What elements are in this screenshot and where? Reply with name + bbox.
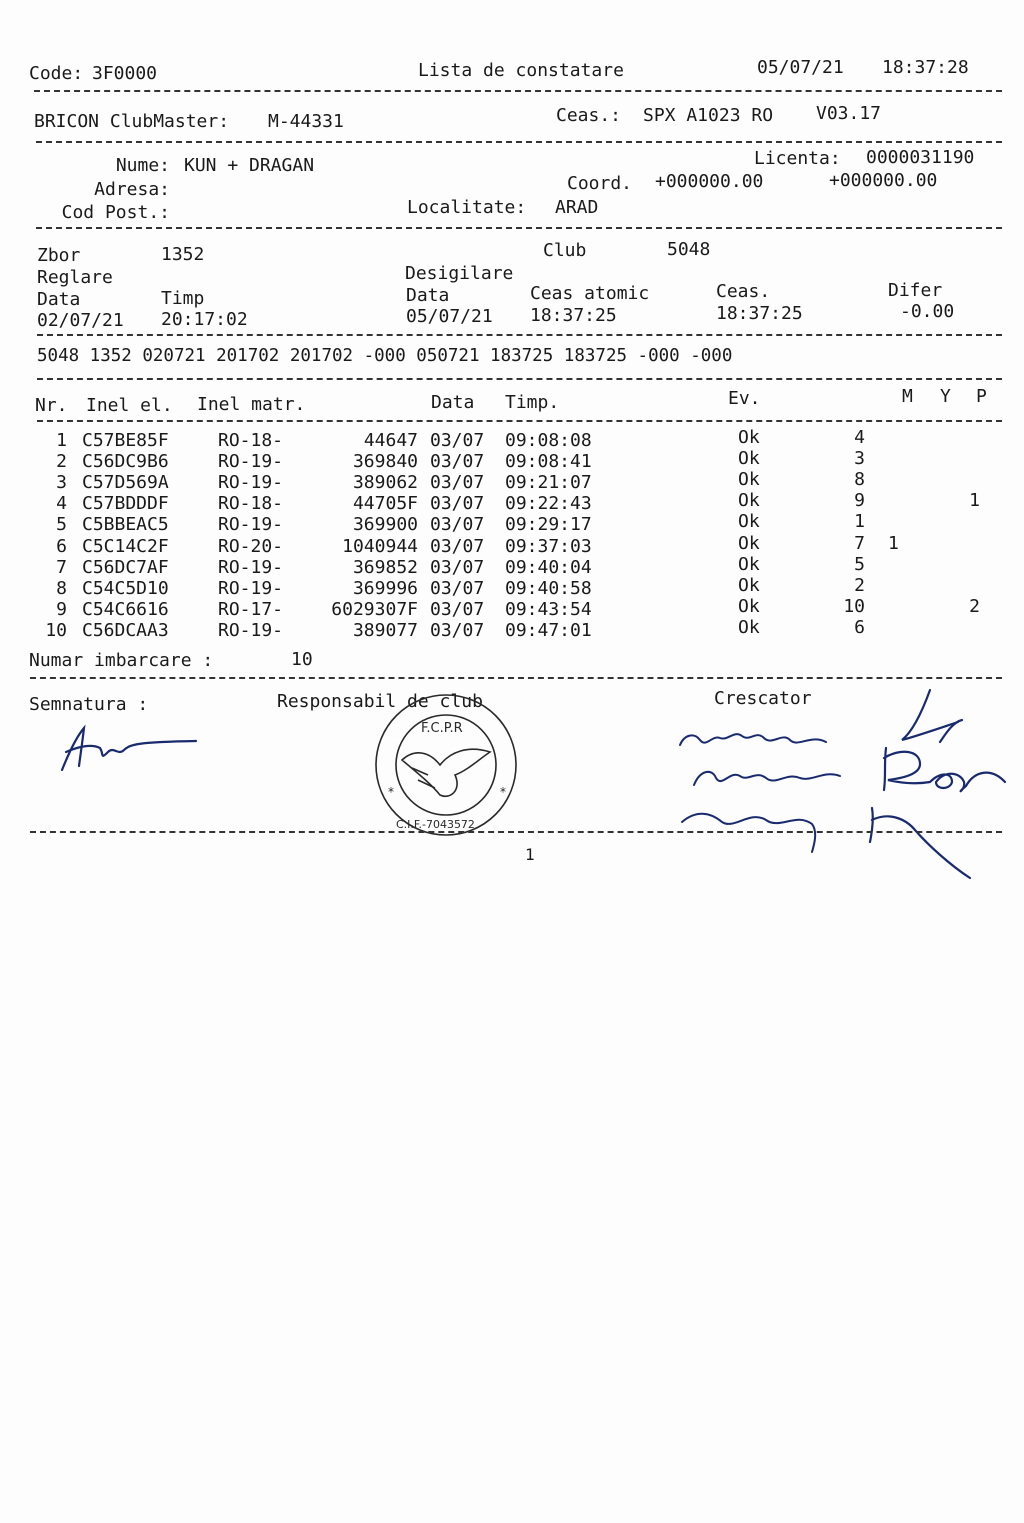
cell-num: 369900	[352, 514, 418, 536]
signature-right	[870, 690, 1005, 878]
cell-nr: 3	[56, 472, 67, 494]
name-value: KUN + DRAGAN	[184, 155, 315, 176]
cell-m: 3	[854, 448, 865, 470]
cell-m: 8	[854, 469, 865, 491]
col-inel-matr: Inel matr.	[197, 394, 306, 415]
ceas-atomic-label: Ceas atomic	[530, 283, 650, 304]
header-date: 05/07/21	[757, 57, 844, 78]
name-label: Nume:	[115, 155, 170, 176]
code-value: 3F0000	[92, 63, 158, 84]
cell-el: C56DC9B6	[82, 451, 169, 473]
version: V03.17	[816, 103, 882, 124]
coord-y: +000000.00	[829, 170, 938, 191]
desig-data-value: 05/07/21	[406, 306, 493, 327]
cell-m: 9	[854, 490, 865, 512]
reglare-timp-label: Timp	[161, 288, 205, 309]
cell-timp: 09:08:41	[505, 451, 592, 473]
header-time: 18:37:28	[882, 57, 969, 78]
col-y: Y	[940, 386, 951, 407]
zbor-value: 1352	[161, 244, 205, 265]
col-p: P	[976, 386, 987, 407]
cell-timp: 09:40:58	[505, 577, 592, 599]
cell-ev: Ok	[738, 448, 760, 470]
cell-data: 03/07	[430, 451, 485, 473]
cell-nr: 7	[56, 556, 67, 578]
club-value: 5048	[667, 239, 711, 260]
cell-timp: 09:43:54	[505, 598, 592, 620]
cell-m: 5	[854, 553, 865, 575]
cell-prefix: RO-19-	[218, 472, 284, 494]
cell-data: 03/07	[430, 430, 485, 451]
desig-data-label: Data	[406, 285, 450, 306]
cell-prefix: RO-18-	[218, 430, 284, 451]
cell-data: 03/07	[430, 577, 485, 599]
summary-line: 5048 1352 020721 201702 201702 -000 050721 183725 183725 -000 -000	[37, 346, 733, 366]
desigilare-label: Desigilare	[405, 263, 514, 284]
reglare-timp-value: 20:17:02	[161, 309, 248, 330]
cell-num: 1040944	[342, 535, 418, 557]
cell-data: 03/07	[430, 619, 485, 641]
stamp	[376, 695, 516, 835]
cell-data: 03/07	[430, 472, 485, 494]
cell-y: 1	[888, 532, 899, 554]
cell-num: 44647	[363, 430, 418, 451]
clubmaster-label: BRICON ClubMaster:	[34, 111, 230, 132]
imbarcare-label: Numar imbarcare :	[29, 650, 214, 671]
locality-label: Localitate:	[407, 197, 527, 218]
desig-atomic-value: 18:37:25	[530, 305, 617, 326]
responsabil-label: Responsabil de club	[277, 691, 483, 712]
imbarcare-value: 10	[291, 649, 313, 670]
cell-m: 1	[854, 511, 865, 533]
cell-prefix: RO-19-	[218, 514, 284, 536]
clubmaster-value: M-44331	[268, 111, 344, 132]
col-timp: Timp.	[505, 392, 560, 413]
postcode-label: Cod Post.:	[61, 202, 170, 223]
cell-el: C54C5D10	[82, 577, 169, 599]
ceas-label: Ceas.	[716, 281, 771, 302]
cell-el: C57D569A	[82, 472, 169, 494]
cell-data: 03/07	[430, 556, 485, 578]
cell-m: 10	[843, 595, 865, 617]
cell-ev: Ok	[738, 532, 760, 554]
crescator-label: Crescator	[714, 688, 812, 709]
address-label: Adresa:	[94, 179, 170, 200]
cell-m: 4	[854, 427, 865, 448]
reglare-label: Reglare	[37, 267, 113, 288]
cell-num: 369840	[352, 451, 418, 473]
locality-value: ARAD	[555, 197, 599, 218]
col-inel-el: Inel el.	[86, 395, 173, 416]
cell-timp: 09:37:03	[505, 535, 592, 557]
col-data: Data	[431, 392, 475, 413]
cell-ev: Ok	[738, 511, 760, 533]
svg-text:*: *	[500, 785, 506, 799]
cell-el: C5BBEAC5	[82, 514, 169, 536]
cell-ev: Ok	[738, 553, 760, 575]
cell-nr: 10	[45, 619, 67, 641]
club-label: Club	[543, 240, 587, 261]
cell-ev: Ok	[738, 427, 760, 448]
cell-timp: 09:08:08	[505, 430, 592, 451]
cell-el: C56DCAA3	[82, 619, 169, 641]
cell-nr: 8	[56, 577, 67, 599]
cell-nr: 2	[56, 451, 67, 473]
stamp-text-bottom: C.I.F.-7043572	[396, 818, 475, 831]
document-title: Lista de constatare	[418, 60, 624, 81]
cell-timp: 09:22:43	[505, 493, 592, 515]
cell-ev: Ok	[738, 616, 760, 638]
cell-el: C56DC7AF	[82, 556, 169, 578]
code-label: Code:	[29, 63, 84, 84]
coord-x: +000000.00	[655, 171, 764, 192]
cell-data: 03/07	[430, 493, 485, 515]
signature-left	[62, 728, 196, 770]
cell-timp: 09:21:07	[505, 472, 592, 494]
cell-el: C54C6616	[82, 598, 169, 620]
separator	[30, 831, 1002, 833]
cell-num: 44705F	[352, 493, 418, 515]
cell-el: C5C14C2F	[82, 535, 169, 557]
cell-num: 389077	[352, 619, 418, 641]
cell-prefix: RO-19-	[218, 619, 284, 641]
cell-num: 6029307F	[331, 598, 418, 620]
cell-data: 03/07	[430, 598, 485, 620]
cell-el: C57BE85F	[82, 430, 169, 451]
difer-label: Difer	[888, 280, 943, 301]
col-ev: Ev.	[728, 388, 761, 409]
cell-p: 2	[969, 595, 980, 617]
cell-prefix: RO-20-	[218, 535, 284, 557]
cell-num: 369996	[352, 577, 418, 599]
cell-prefix: RO-17-	[218, 598, 284, 620]
cell-timp: 09:29:17	[505, 514, 592, 536]
license-label: Licenta:	[754, 148, 841, 169]
cell-prefix: RO-18-	[218, 493, 284, 515]
clock-label: Ceas.:	[556, 105, 622, 126]
cell-ev: Ok	[738, 595, 760, 617]
col-m: M	[902, 386, 913, 407]
difer-value: -0.00	[900, 301, 955, 322]
coord-label: Coord.	[567, 173, 633, 194]
cell-nr: 5	[56, 514, 67, 536]
cell-nr: 6	[56, 535, 67, 557]
desig-ceas-value: 18:37:25	[716, 303, 803, 324]
semnatura-label: Semnatura :	[29, 694, 149, 715]
stamp-text-top: F.C.P.R	[421, 721, 463, 736]
col-nr: Nr.	[35, 395, 68, 416]
svg-text:*: *	[388, 785, 394, 799]
cell-timp: 09:40:04	[505, 556, 592, 578]
cell-ev: Ok	[738, 469, 760, 491]
cell-num: 369852	[352, 556, 418, 578]
cell-data: 03/07	[430, 514, 485, 536]
cell-timp: 09:47:01	[505, 619, 592, 641]
cell-ev: Ok	[738, 490, 760, 512]
cell-data: 03/07	[430, 535, 485, 557]
cell-el: C57BDDDF	[82, 493, 169, 515]
reglare-data-value: 02/07/21	[37, 310, 124, 331]
cell-prefix: RO-19-	[218, 577, 284, 599]
zbor-label: Zbor	[37, 245, 81, 266]
clock-value: SPX A1023 RO	[643, 105, 774, 126]
cell-prefix: RO-19-	[218, 451, 284, 473]
cell-nr: 4	[56, 493, 67, 515]
cell-nr: 9	[56, 598, 67, 620]
cell-nr: 1	[56, 430, 67, 451]
cell-num: 389062	[352, 472, 418, 494]
cell-ev: Ok	[738, 574, 760, 596]
cell-m: 7	[854, 532, 865, 554]
cell-prefix: RO-19-	[218, 556, 284, 578]
cell-m: 2	[854, 574, 865, 596]
page-number: 1	[525, 845, 535, 864]
reglare-data-label: Data	[37, 289, 81, 310]
license-value: 0000031190	[866, 147, 975, 168]
cell-p: 1	[969, 490, 980, 512]
signature-crescator	[680, 734, 840, 852]
cell-m: 6	[854, 616, 865, 638]
